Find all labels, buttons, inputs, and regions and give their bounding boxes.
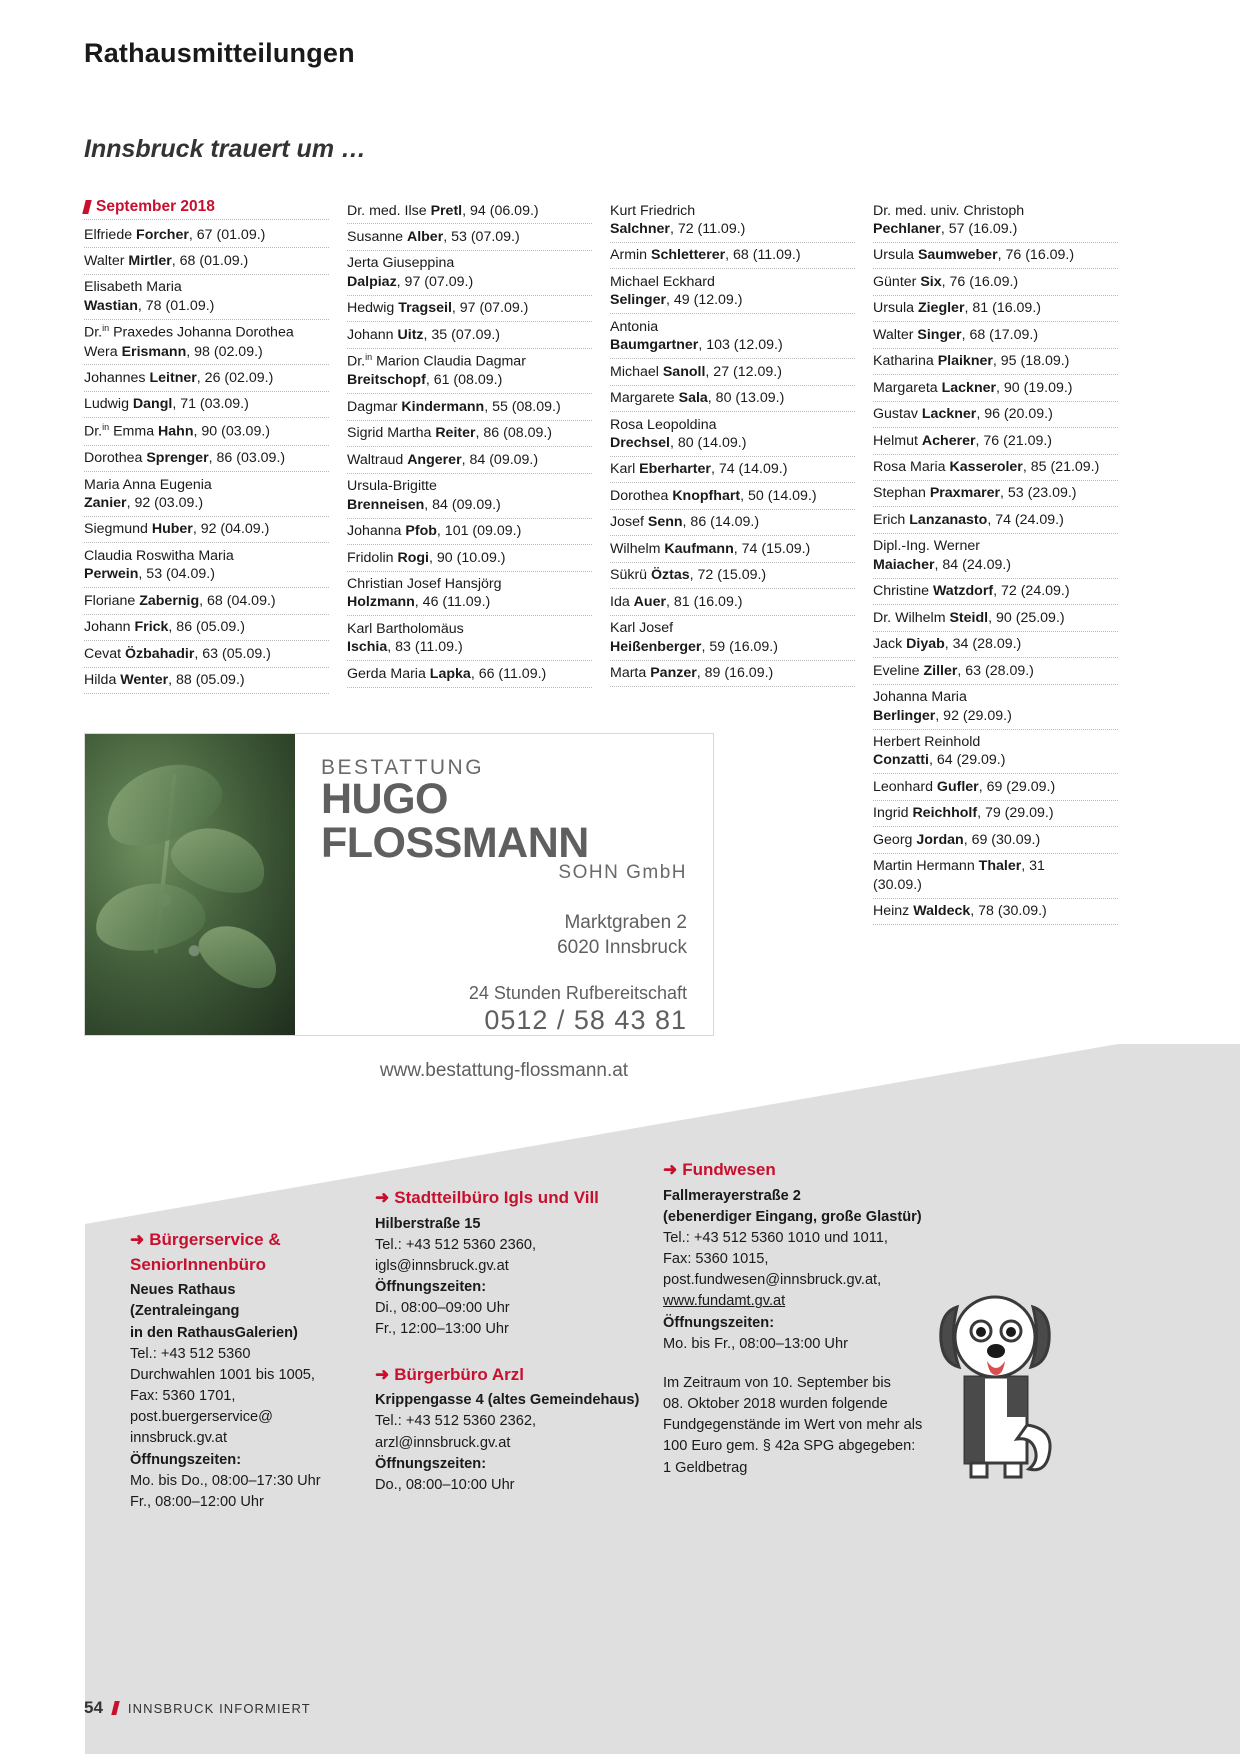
- info-line: Fr., 08:00–12:00 Uhr: [130, 1493, 264, 1510]
- info-arzl-hours: [375, 1475, 645, 1496]
- obituary-entry: Karl Josef Heißenberger, 59 (16.09.): [610, 616, 855, 661]
- obituary-entry: Dr. med. Ilse Pretl, 94 (06.09.): [347, 198, 592, 224]
- arrow-right-icon: ➜: [130, 1230, 145, 1249]
- obituary-entry: Ursula Ziegler, 81 (16.09.): [873, 296, 1118, 322]
- info-line: Tel.: +43 512 5360: [130, 1345, 251, 1362]
- info-line: Im Zeitraum von 10. September bis: [663, 1374, 891, 1391]
- info-line: Tel.: +43 512 5360 1010 und 1011,: [663, 1229, 888, 1246]
- obituary-entry: Rosa Maria Kasseroler, 85 (21.09.): [873, 455, 1118, 481]
- obituary-entry: Elfriede Forcher, 67 (01.09.): [84, 222, 329, 248]
- info-stadtteilbuero-hours: [375, 1298, 645, 1340]
- info-fundwesen-note: [663, 1373, 953, 1479]
- obituary-entry: Karl Bartholomäus Ischia, 83 (11.09.): [347, 616, 592, 661]
- info-buergerservice: [130, 1228, 340, 1513]
- advert-phone: 0512 / 58 43 81: [484, 1005, 687, 1035]
- info-line: Mo. bis Fr., 08:00–13:00 Uhr: [663, 1335, 848, 1352]
- advert-body: [295, 734, 713, 1081]
- info-line: igls@innsbruck.gv.at: [375, 1257, 509, 1274]
- obituary-entry: Dagmar Kindermann, 55 (08.09.): [347, 394, 592, 420]
- entry-list-3: [610, 198, 855, 687]
- obituary-entry: Günter Six, 76 (16.09.): [873, 269, 1118, 295]
- advert-address-line2: 6020 Innsbruck: [557, 937, 687, 959]
- info-stadtteilbuero: [375, 1186, 645, 1496]
- obituary-entry: Michael Eckhard Selinger, 49 (12.09.): [610, 269, 855, 314]
- obituary-entry: Herbert Reinhold Conzatti, 64 (29.09.): [873, 730, 1118, 775]
- info-line: Tel.: +43 512 5360 2360,: [375, 1236, 537, 1253]
- info-buergerservice-hours: [130, 1471, 340, 1513]
- info-stadtteilbuero-address: Hilberstraße 15: [375, 1215, 481, 1232]
- obituary-entry: Erich Lanzanasto, 74 (24.09.): [873, 507, 1118, 533]
- obituary-entry: Sükrü Öztas, 72 (15.09.): [610, 563, 855, 589]
- info-fundwesen-link[interactable]: www.fundamt.gv.at: [663, 1293, 786, 1310]
- obituary-entry: Maria Anna Eugenia Zanier, 92 (03.09.): [84, 472, 329, 517]
- info-line: Fr., 12:00–13:00 Uhr: [375, 1321, 509, 1338]
- advertisement-bestattung-flossmann[interactable]: [84, 733, 714, 1081]
- info-line: Fax: 5360 1701,: [130, 1388, 236, 1405]
- obituary-entry: Armin Schletterer, 68 (11.09.): [610, 243, 855, 269]
- obituary-entry: Ludwig Dangl, 71 (03.09.): [84, 392, 329, 418]
- advert-service-text: 24 Stunden Rufbereitschaft: [468, 983, 687, 1003]
- obituary-entry: Dr.$^{in}$ Emma Hahn, 90 (03.09.): [84, 418, 329, 445]
- info-line: Fax: 5360 1015,: [663, 1251, 769, 1268]
- obituary-entry: Waltraud Angerer, 84 (09.09.): [347, 447, 592, 473]
- info-stadtteilbuero-heading-text: Stadtteilbüro Igls und Vill: [394, 1188, 599, 1207]
- entry-list-2: [347, 198, 592, 688]
- info-buergerservice-address: Neues Rathaus (Zentraleingang in den RathausGalerien): [130, 1282, 298, 1341]
- obituary-entry: Ingrid Reichholf, 79 (29.09.): [873, 801, 1118, 827]
- obituary-entry: Fridolin Rogi, 90 (10.09.): [347, 545, 592, 571]
- obituary-entry: Antonia Baumgartner, 103 (12.09.): [610, 314, 855, 359]
- obituary-entry: Georg Jordan, 69 (30.09.): [873, 827, 1118, 853]
- arrow-right-icon: ➜: [375, 1364, 390, 1384]
- obituary-entry: Ida Auer, 81 (16.09.): [610, 589, 855, 615]
- advert-address: [321, 910, 687, 961]
- obituary-entry: Katharina Plaikner, 95 (18.09.): [873, 349, 1118, 375]
- obituary-entry: Helmut Acherer, 76 (21.09.): [873, 428, 1118, 454]
- obituary-entry: Cevat Özbahadir, 63 (05.09.): [84, 641, 329, 667]
- advert-website[interactable]: www.bestattung-flossmann.at: [379, 1060, 629, 1081]
- advert-photo: [85, 734, 295, 1035]
- obituary-entry: Wilhelm Kaufmann, 74 (15.09.): [610, 536, 855, 562]
- obituary-entry: Hedwig Tragseil, 97 (07.09.): [347, 296, 592, 322]
- info-line: Fundgegenstände im Wert von mehr als: [663, 1417, 923, 1434]
- footer: [84, 1698, 311, 1718]
- leaf-icon: [190, 912, 289, 999]
- info-line: Di., 08:00–09:00 Uhr: [375, 1300, 510, 1317]
- obituary-entry: Johannes Leitner, 26 (02.09.): [84, 365, 329, 391]
- info-arzl-heading: [375, 1363, 645, 1388]
- info-fundwesen-lines: [663, 1228, 953, 1291]
- info-buergerservice-heading: [130, 1228, 340, 1277]
- arrow-right-icon: ➜: [375, 1188, 390, 1207]
- advert-address-line1: Marktgraben 2: [564, 911, 687, 933]
- obituary-entry: Ursula Saumweber, 76 (16.09.): [873, 243, 1118, 269]
- info-line: 100 Euro gem. § 42a SPG abgegeben:: [663, 1438, 916, 1455]
- info-fundwesen-heading: [663, 1158, 953, 1183]
- slash-icon: [111, 1701, 119, 1715]
- info-fundwesen-address: Fallmerayerstraße 2 (ebenerdiger Eingang, große Glastür): [663, 1187, 922, 1225]
- obituary-entry: Margarete Sala, 80 (13.09.): [610, 386, 855, 412]
- obituary-entry: Claudia Roswitha Maria Perwein, 53 (04.09.): [84, 543, 329, 588]
- advert-company-suffix: SOHN GmbH: [558, 861, 687, 883]
- obituary-entry: Dipl.-Ing. Werner Maiacher, 84 (24.09.): [873, 534, 1118, 579]
- slash-icon: [82, 200, 91, 214]
- obituary-entry: Christian Josef Hansjörg Holzmann, 46 (11.09.): [347, 572, 592, 617]
- obituary-entry: Margareta Lackner, 90 (19.09.): [873, 375, 1118, 401]
- obituary-entry: Hilda Wenter, 88 (05.09.): [84, 668, 329, 694]
- arrow-right-icon: ➜: [663, 1160, 678, 1179]
- obituary-entry: Michael Sanoll, 27 (12.09.): [610, 359, 855, 385]
- info-line: Durchwahlen 1001 bis 1005,: [130, 1366, 315, 1383]
- obituary-entry: Floriane Zabernig, 68 (04.09.): [84, 588, 329, 614]
- obituary-entry: Dr.$^{in}$ Marion Claudia Dagmar Breitschopf, 61 (08.09.): [347, 349, 592, 395]
- entry-list-4: [873, 198, 1118, 925]
- info-line: Do., 08:00–10:00 Uhr: [375, 1476, 515, 1493]
- obituary-entry: Dr. med. univ. Christoph Pechlaner, 57 (16.09.): [873, 198, 1118, 243]
- info-fundwesen-hours: [663, 1334, 953, 1355]
- info-stadtteilbuero-hours-label: Öffnungszeiten:: [375, 1279, 487, 1296]
- obituary-column-4: [873, 198, 1118, 925]
- obituary-entry: Johanna Maria Berlinger, 92 (29.09.): [873, 685, 1118, 730]
- obituary-entry: Siegmund Huber, 92 (04.09.): [84, 517, 329, 543]
- obituary-entry: Sigrid Martha Reiter, 86 (08.09.): [347, 421, 592, 447]
- obituary-entry: Marta Panzer, 89 (16.09.): [610, 661, 855, 687]
- info-buergerservice-heading-text: Bürgerservice & SeniorInnenbüro: [130, 1230, 281, 1274]
- section-heading: Innsbruck trauert um …: [84, 135, 366, 163]
- advert-company-name: HUGO FLOSSMANN: [321, 775, 589, 867]
- info-fundwesen-hours-label: Öffnungszeiten:: [663, 1314, 775, 1331]
- info-line: innsbruck.gv.at: [130, 1430, 228, 1447]
- obituary-entry: Gustav Lackner, 96 (20.09.): [873, 402, 1118, 428]
- month-label: September 2018: [96, 198, 215, 215]
- info-buergerservice-lines: [130, 1344, 340, 1450]
- obituary-entry: Elisabeth Maria Wastian, 78 (01.09.): [84, 275, 329, 320]
- leaf-icon: [91, 877, 209, 958]
- obituary-entry: Leonhard Gufler, 69 (29.09.): [873, 774, 1118, 800]
- info-fundwesen: [663, 1158, 953, 1479]
- info-line: post.fundwesen@innsbruck.gv.at,: [663, 1272, 882, 1289]
- obituary-entry: Heinz Waldeck, 78 (30.09.): [873, 899, 1118, 925]
- entry-list-1: [84, 222, 329, 694]
- info-line: Tel.: +43 512 5360 2362,: [375, 1413, 537, 1430]
- obituary-entry: Jack Diyab, 34 (28.09.): [873, 632, 1118, 658]
- obituary-entry: Dr.$^{in}$ Praxedes Johanna Dorothea Wera Erismann, 98 (02.09.): [84, 320, 329, 366]
- obituary-entry: Johanna Pfob, 101 (09.09.): [347, 519, 592, 545]
- obituary-entry: Gerda Maria Lapka, 66 (11.09.): [347, 661, 592, 687]
- obituary-entry: Jerta Giuseppina Dalpiaz, 97 (07.09.): [347, 251, 592, 296]
- info-arzl-lines: [375, 1411, 645, 1453]
- info-line: 1 Geldbetrag: [663, 1459, 748, 1476]
- obituary-entry: Walter Singer, 68 (17.09.): [873, 322, 1118, 348]
- obituary-entry: Dr. Wilhelm Steidl, 90 (25.09.): [873, 605, 1118, 631]
- info-arzl-heading-text: Bürgerbüro Arzl: [394, 1364, 524, 1384]
- advert-kicker: BESTATTUNG: [321, 756, 485, 779]
- info-arzl-hours-label: Öffnungszeiten:: [375, 1455, 487, 1472]
- obituary-entry: Susanne Alber, 53 (07.09.): [347, 224, 592, 250]
- obituary-entry: Christine Watzdorf, 72 (24.09.): [873, 579, 1118, 605]
- obituary-entry: Martin Hermann Thaler, 31 (30.09.): [873, 854, 1118, 899]
- obituary-entry: Eveline Ziller, 63 (28.09.): [873, 658, 1118, 684]
- obituary-entry: Karl Eberharter, 74 (14.09.): [610, 457, 855, 483]
- info-stadtteilbuero-lines: [375, 1235, 645, 1277]
- obituary-entry: Dorothea Knopfhart, 50 (14.09.): [610, 483, 855, 509]
- obituary-entry: Johann Uitz, 35 (07.09.): [347, 322, 592, 348]
- info-line: 08. Oktober 2018 wurden folgende: [663, 1396, 888, 1413]
- month-heading: [84, 198, 329, 220]
- dog-illustration: [925, 1285, 1065, 1490]
- obituary-entry: Rosa Leopoldina Drechsel, 80 (14.09.): [610, 412, 855, 457]
- obituary-entry: Walter Mirtler, 68 (01.09.): [84, 248, 329, 274]
- obituary-entry: Josef Senn, 86 (14.09.): [610, 510, 855, 536]
- info-stadtteilbuero-heading: [375, 1186, 645, 1211]
- info-line: arzl@innsbruck.gv.at: [375, 1434, 511, 1451]
- page-title: Rathausmitteilungen: [84, 38, 355, 68]
- info-line: post.buergerservice@: [130, 1409, 273, 1426]
- obituary-entry: Johann Frick, 86 (05.09.): [84, 615, 329, 641]
- info-fundwesen-heading-text: Fundwesen: [682, 1160, 776, 1179]
- obituary-entry: Kurt Friedrich Salchner, 72 (11.09.): [610, 198, 855, 243]
- obituary-entry: Stephan Praxmarer, 53 (23.09.): [873, 481, 1118, 507]
- info-buergerservice-hours-label: Öffnungszeiten:: [130, 1451, 242, 1468]
- obituary-entry: Dorothea Sprenger, 86 (03.09.): [84, 446, 329, 472]
- page-number: 54: [84, 1698, 103, 1717]
- footer-text: INNSBRUCK INFORMIERT: [127, 1700, 311, 1716]
- obituary-entry: Ursula-Brigitte Brenneisen, 84 (09.09.): [347, 474, 592, 519]
- info-arzl-address: Krippengasse 4 (altes Gemeindehaus): [375, 1392, 640, 1409]
- info-line: Mo. bis Do., 08:00–17:30 Uhr: [130, 1472, 321, 1489]
